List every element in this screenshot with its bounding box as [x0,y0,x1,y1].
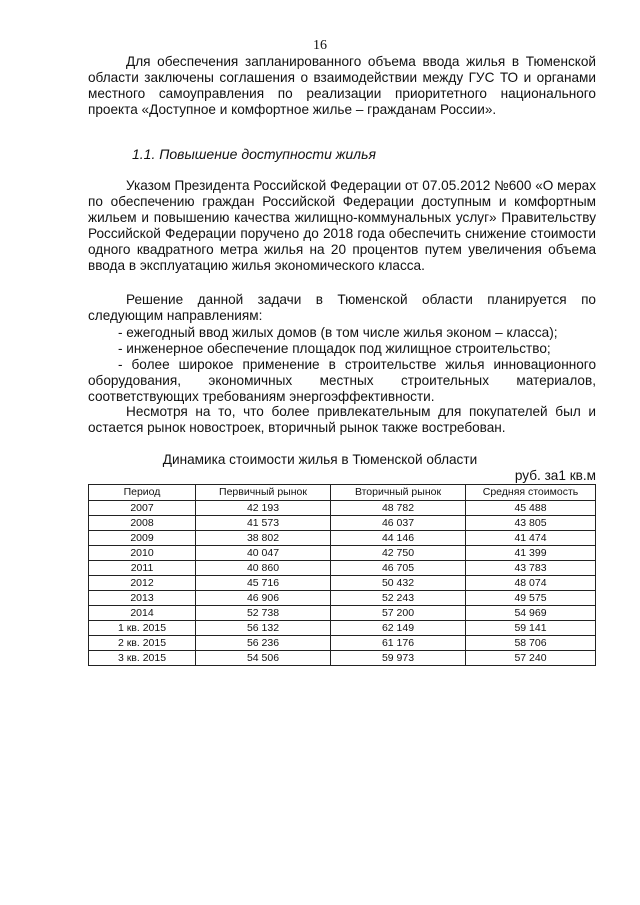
table-cell: 45 716 [196,576,331,591]
table-row [89,516,596,531]
table-cell: 48 074 [466,576,596,591]
table-cell: 45 488 [466,501,596,516]
table-cell: 56 132 [196,621,331,636]
table-row [89,636,596,651]
table-row [89,501,596,516]
table-cell: 54 506 [196,651,331,666]
table-cell: 48 782 [331,501,466,516]
table-cell: 59 973 [331,651,466,666]
table-cell: 2010 [89,546,196,561]
table-cell: 40 047 [196,546,331,561]
directions-list [88,325,596,405]
table-cell: 46 037 [331,516,466,531]
table-cell: 56 236 [196,636,331,651]
table-row [89,651,596,666]
table-cell: 57 200 [331,606,466,621]
table-cell: 52 243 [331,591,466,606]
header-average: Средняя стоимость [466,485,596,501]
list-item: - более широкое применение в строительстве жилья инновационного оборудования, экономичных местных строительных материалов, соответствующих требованиям энергоэффективности. [88,357,596,404]
table-cell: 2 кв. 2015 [89,636,196,651]
table-cell: 46 705 [331,561,466,576]
price-table [88,484,596,666]
table-cell: 42 193 [196,501,331,516]
table-cell: 57 240 [466,651,596,666]
list-item: - инженерное обеспечение площадок под жилищное строительство; [118,341,551,356]
table-cell: 62 149 [331,621,466,636]
table-cell: 43 783 [466,561,596,576]
table-cell: 44 146 [331,531,466,546]
table-header-row [89,485,596,501]
table-row [89,561,596,576]
table-cell: 49 575 [466,591,596,606]
table-cell: 41 573 [196,516,331,531]
table-row [89,546,596,561]
table-cell: 2011 [89,561,196,576]
table-cell: 58 706 [466,636,596,651]
table-cell: 41 399 [466,546,596,561]
header-period: Период [89,485,196,501]
header-primary: Первичный рынок [196,485,331,501]
table-cell: 46 906 [196,591,331,606]
table-cell: 59 141 [466,621,596,636]
table-row [89,531,596,546]
table-row [89,591,596,606]
table-row [89,606,596,621]
table-cell: 41 474 [466,531,596,546]
table-cell: 2012 [89,576,196,591]
table-cell: 52 738 [196,606,331,621]
table-cell: 2009 [89,531,196,546]
table-title: Динамика стоимости жилья в Тюменской области [162,452,478,467]
table-cell: 38 802 [196,531,331,546]
header-secondary: Вторичный рынок [331,485,466,501]
table-cell: 50 432 [331,576,466,591]
paragraph-directions: Решение данной задачи в Тюменской области планируется по следующим направлениям: [88,292,596,323]
list-item: - ежегодный ввод жилых домов (в том числе жилья эконом – класса); [118,325,558,340]
table-cell: 2007 [89,501,196,516]
table-cell: 1 кв. 2015 [89,621,196,636]
table-row [89,576,596,591]
table-cell: 2013 [89,591,196,606]
table-cell: 3 кв. 2015 [89,651,196,666]
paragraph-decree: Указом Президента Российской Федерации от 07.05.2012 №600 «О мерах по обеспечению граждан Российской Федерации доступным и комфортным жильем и повышению качества жилищно-коммунальных услуг» Правительству Российской Федерации поручено до 2018 года обеспечить снижение стоимости одного квадратного метра жилья на 20 процентов путем увеличения объема ввода в эксплуатацию жилья экономического класса. [88,178,596,273]
table-cell: 2014 [89,606,196,621]
table-unit: руб. за1 кв.м [514,468,596,483]
table-cell: 42 750 [331,546,466,561]
section-heading: 1.1. Повышение доступности жилья [132,146,376,162]
table-cell: 54 969 [466,606,596,621]
table-cell: 43 805 [466,516,596,531]
table-row [89,621,596,636]
paragraph-agreements: Для обеспечения запланированного объема ввода жилья в Тюменской области заключены соглашения о взаимодействии между ГУС ТО и органами местного самоуправления по реализации приоритетного национального проекта «Доступное и комфортное жилье – гражданам России». [88,54,596,117]
page-number: 16 [313,38,327,53]
table-cell: 61 176 [331,636,466,651]
table-body [89,501,596,666]
table-cell: 2008 [89,516,196,531]
table-cell: 40 860 [196,561,331,576]
paragraph-market: Несмотря на то, что более привлекательным для покупателей был и остается рынок новостроек, вторичный рынок также востребован. [88,404,596,435]
